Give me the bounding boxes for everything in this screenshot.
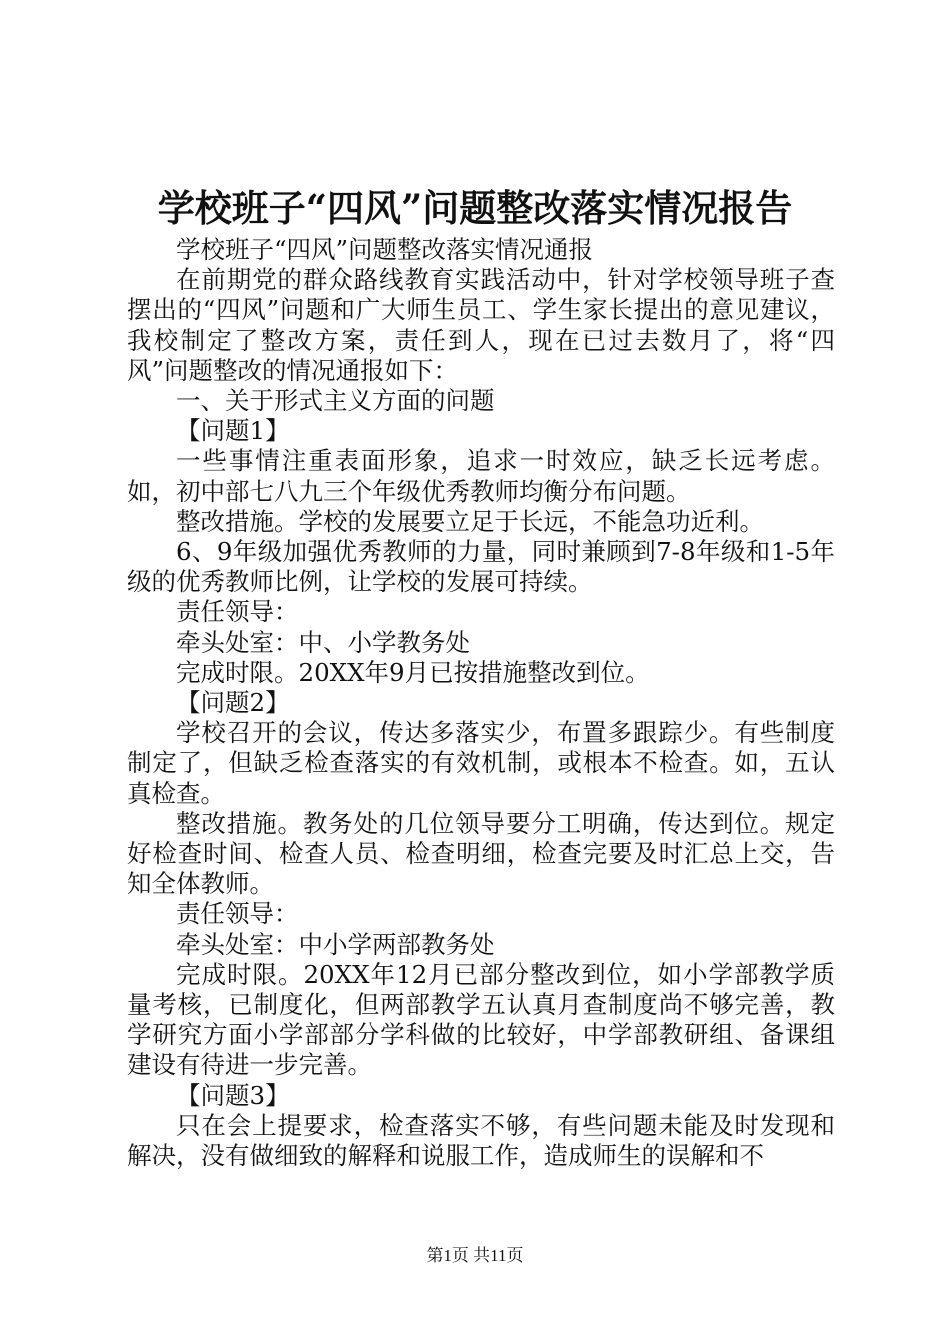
issue-label: 【问题1】 xyxy=(176,416,290,446)
paragraph: 责任领导： xyxy=(176,597,299,627)
paragraph: 牵头处室：中、小学教务处 xyxy=(176,627,470,657)
page-footer: 第1页 共11页 xyxy=(426,1246,524,1265)
document-body xyxy=(127,235,835,1171)
paragraph: 整改措施。学校的发展要立足于长远，不能急功近利。 xyxy=(176,506,764,536)
paragraph: 一些事情注重表面形象，追求一时效应，缺乏长远考虑。如，初中部七八九三个年级优秀教师均衡分布问题。 xyxy=(127,446,835,506)
paragraph: 学校召开的会议，传达多落实少，布置多跟踪少。有些制度制定了，但缺乏检查落实的有效机制，或根本不检查。如，五认真检查。 xyxy=(127,718,835,808)
paragraph: 牵头处室：中小学两部教务处 xyxy=(176,929,495,959)
document-title: 学校班子“四风”问题整改落实情况报告 xyxy=(157,186,793,230)
paragraph: 学校班子“四风”问题整改落实情况通报 xyxy=(176,235,594,264)
paragraph: 完成时限。20XX年9月已按措施整改到位。 xyxy=(176,657,650,687)
paragraph: 在前期党的群众路线教育实践活动中，针对学校领导班子查摆出的“四风”问题和广大师生员工、学生家长提出的意见建议，我校制定了整改方案，责任到人，现在已过去数月了，将“四风”问题整改的情况通报如下： xyxy=(127,265,835,385)
section-heading: 一、关于形式主义方面的问题 xyxy=(176,386,495,416)
paragraph: 责任领导： xyxy=(176,899,299,929)
issue-label: 【问题3】 xyxy=(176,1080,290,1110)
issue-label: 【问题2】 xyxy=(176,688,290,718)
paragraph: 整改措施。教务处的几位领导要分工明确，传达到位。规定好检查时间、检查人员、检查明细，检查完要及时汇总上交，告知全体教师。 xyxy=(127,808,835,899)
paragraph: 6、9年级加强优秀教师的力量，同时兼顾到7-8年级和1-5年级的优秀教师比例，让学校的发展可持续。 xyxy=(127,537,835,597)
paragraph: 完成时限。20XX年12月已部分整改到位，如小学部教学质量考核，已制度化，但两部教学五认真月查制度尚不够完善，教学研究方面小学部部分学科做的比较好，中学部教研组、备课组建设有待进一步完善。 xyxy=(127,959,835,1080)
paragraph: 只在会上提要求，检查落实不够，有些问题未能及时发现和解决，没有做细致的解释和说服工作，造成师生的误解和不 xyxy=(127,1110,835,1171)
